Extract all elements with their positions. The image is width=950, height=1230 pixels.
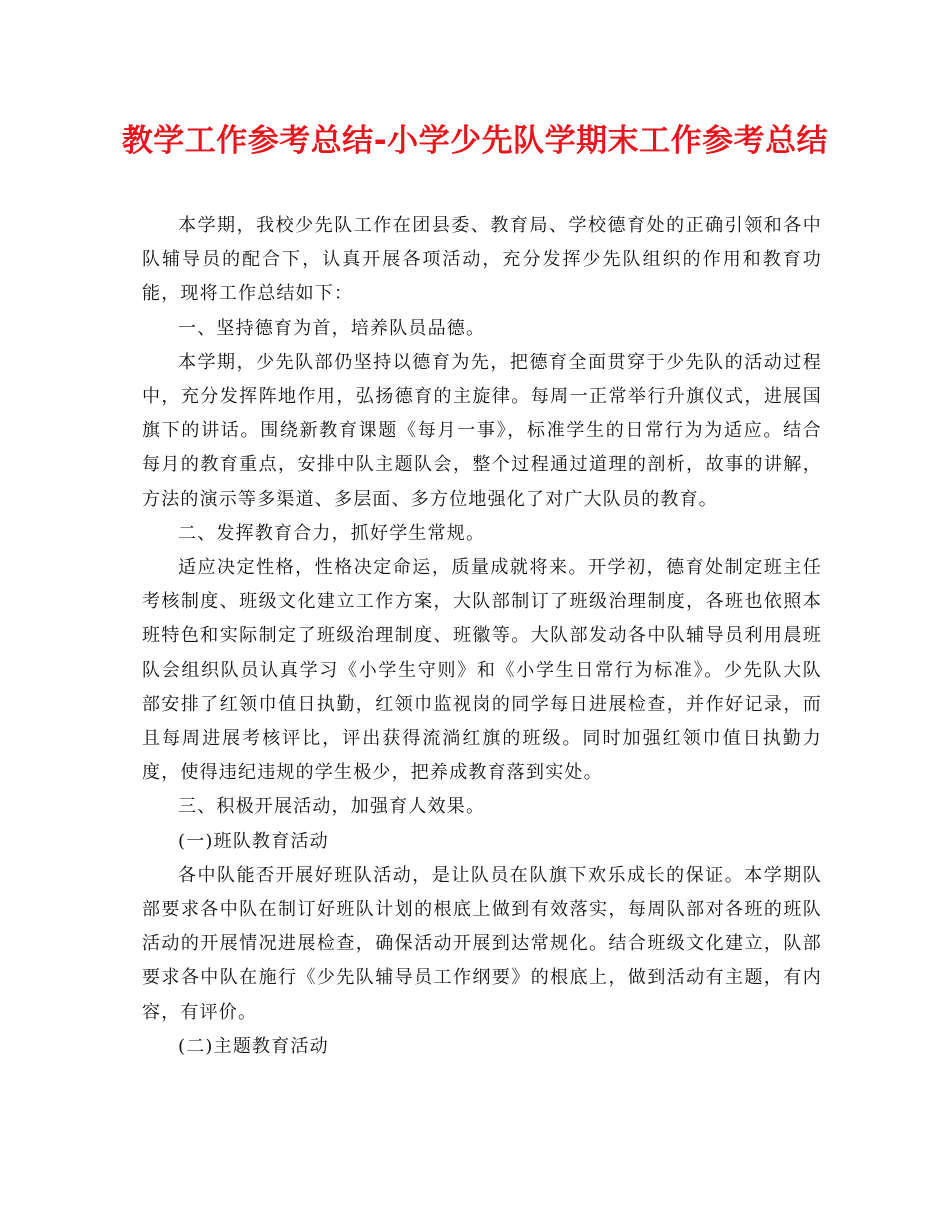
subsection-heading-2: (二)主题教育活动 xyxy=(178,1035,329,1057)
document-body xyxy=(142,209,822,1064)
paragraph-intro: 本学期，我校少先队工作在团县委、教育局、学校德育处的正确引领和各中队辅导员的配合下，认真开展各项活动，充分发挥少先队组织的作用和教育功能，现将工作总结如下： xyxy=(142,215,822,305)
document-title: 教学工作参考总结-小学少先队学期末工作参考总结 xyxy=(121,123,829,159)
paragraph-section-2: 适应决定性格，性格决定命运，质量成就将来。开学初，德育处制定班主任考核制度、班级文化建立工作方案，大队部制订了班级治理制度，各班也依照本班特色和实际制定了班级治理制度、班徽等。大队部发动各中队辅导员利用晨班队会组织队员认真学习《小学生守则》和《小学生日常行为标准》。少先队大队部安排了红领巾值日执勤，红领巾监视岗的同学每日进展检查，并作好记录，而且每周进展考核评比，评出获得流淌红旗的班级。同时加强红领巾值日执勤力度，使得违纪违规的学生极少，把养成教育落到实处。 xyxy=(142,557,822,784)
paragraph-subsection-1: 各中队能否开展好班队活动，是让队员在队旗下欢乐成长的保证。本学期队部要求各中队在制订好班队计划的根底上做到有效落实，每周队部对各班的班队活动的开展情况进展检查，确保活动开展到达常规化。结合班级文化建立，队部要求各中队在施行《少先队辅导员工作纲要》的根底上，做到活动有主题，有内容，有评价。 xyxy=(142,864,822,1023)
paragraph-section-1: 本学期，少先队部仍坚持以德育为先，把德育全面贯穿于少先队的活动过程中，充分发挥阵地作用，弘扬德育的主旋律。每周一正常举行升旗仪式，进展国旗下的讲话。围绕新教育课题《每月一事》，标准学生的日常行为为适应。结合每月的教育重点，安排中队主题队会，整个过程通过道理的剖析，故事的讲解，方法的演示等多渠道、多层面、多方位地强化了对广大队员的教育。 xyxy=(142,351,822,510)
section-heading-1: 一、坚持德育为首，培养队员品德。 xyxy=(178,317,486,339)
section-heading-2: 二、发挥教育合力，抓好学生常规。 xyxy=(178,522,486,544)
section-heading-3: 三、积极开展活动，加强育人效果。 xyxy=(178,796,486,818)
subsection-heading-1: (一)班队教育活动 xyxy=(178,830,329,852)
